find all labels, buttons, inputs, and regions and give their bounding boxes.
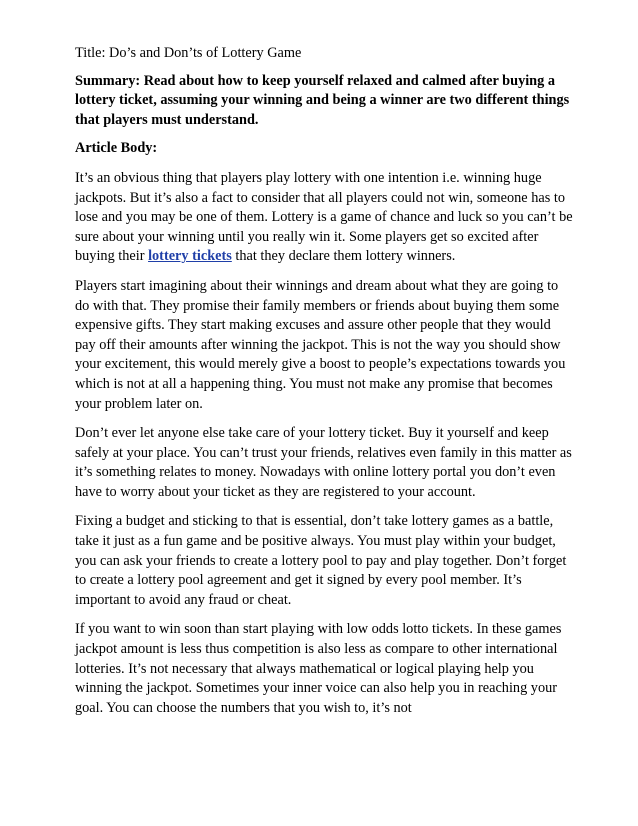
article-body-label: Article Body: <box>75 140 158 157</box>
paragraph-2: Players start imagining about their winnings and dream about what they are going to do with that. They promise their family members or friends about buying them some expensive gifts. They start making excuses and assure other people that they would pay off their amounts after winning the jackpot. This is not the way you should show your excitement, this would merely give a boost to people’s expectations towards you which is not at all a happening thing. You must not make any promise that becomes your problem later on. <box>75 277 566 412</box>
lottery-tickets-link[interactable]: lottery tickets <box>148 248 232 265</box>
paragraph-4: Fixing a budget and sticking to that is essential, don’t take lottery games as a battle, take it just as a fun game and be positive always. You must play within your budget, you can ask your friends to create a lottery pool to pay and play together. Don’t forget to create a lottery pool agreement and get it signed by every pool member. It’s important to avoid any fraud or cheat. <box>75 513 567 608</box>
document-body <box>75 44 573 728</box>
paragraph-5: If you want to win soon than start playing with low odds lotto tickets. In these games jackpot amount is less thus competition is also less as compare to other international lotteries. It’s not necessary that always mathematical or logical playing help you winning the jackpot. Sometimes your inner voice can also help you in reaching your goal. You can choose the numbers that you wish to, it’s not <box>75 621 562 716</box>
document-summary: Summary: Read about how to keep yourself relaxed and calmed after buying a lottery ticket, assuming your winning and being a winner are two different things that players must understand. <box>75 72 570 128</box>
document-title: Title: Do’s and Don’ts of Lottery Game <box>75 45 302 61</box>
paragraph-1-text-end: that they declare them lottery winners. <box>231 248 456 265</box>
paragraph-1 <box>75 169 573 267</box>
paragraph-1-text-start: It’s an obvious thing that players play lottery with one intention i.e. winning huge jackpots. But it’s also a fact to consider that all players could not win, someone has to lose and you may be one of them. Lottery is a game of chance and luck so you can’t be sure about your winning until you really win it. Some players get so excited after buying their <box>75 169 573 265</box>
paragraph-3: Don’t ever let anyone else take care of your lottery ticket. Buy it yourself and keep safely at your place. You can’t trust your friends, relatives even family in this matter as it’s something relates to money. Nowadays with online lottery portal you don’t even have to worry about your ticket as they are registered to your account. <box>75 425 572 500</box>
